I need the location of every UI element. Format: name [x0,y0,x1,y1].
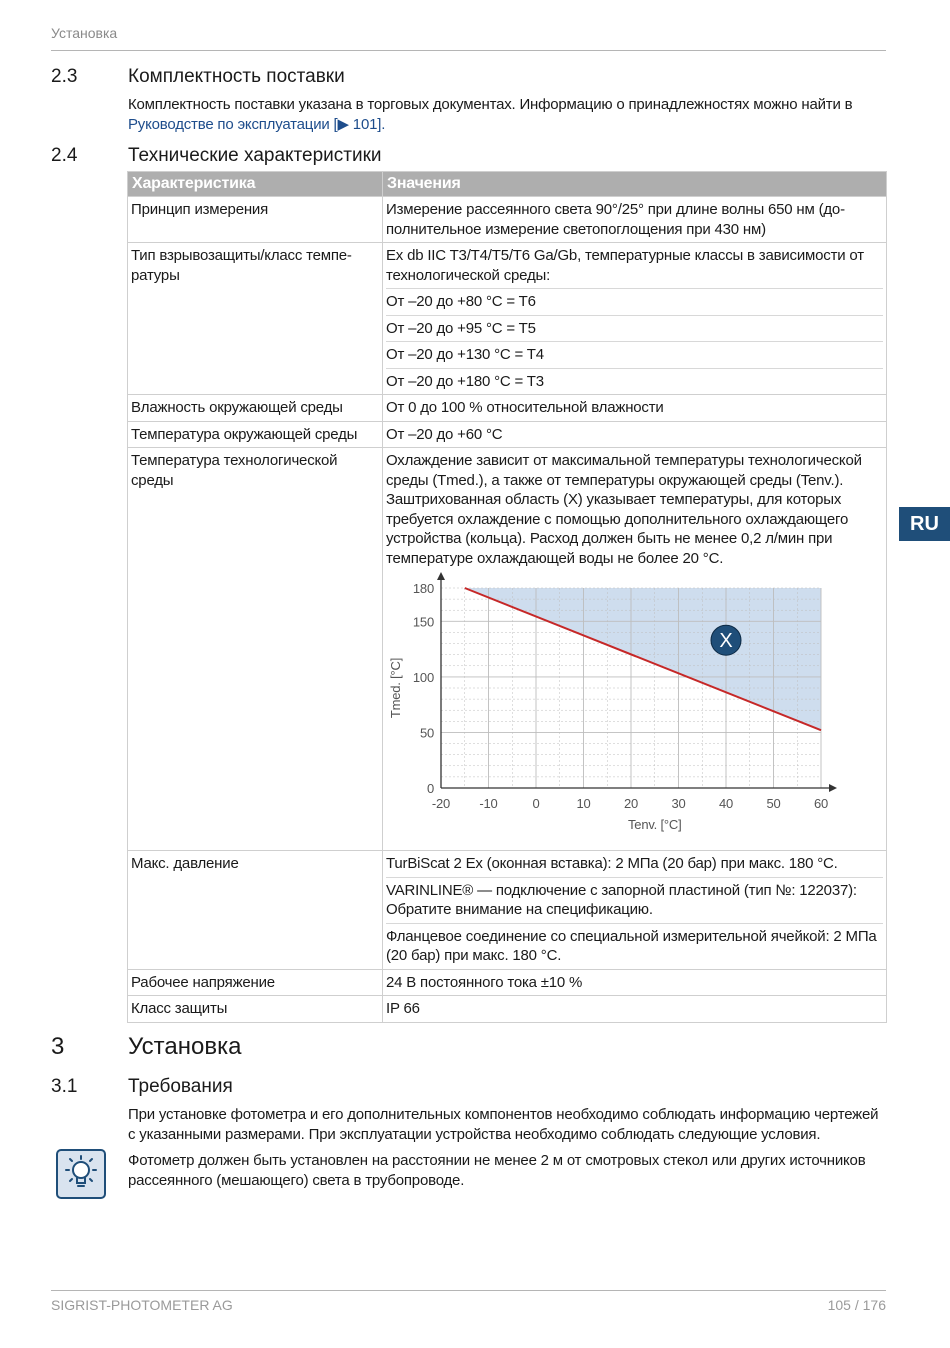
y-tick-label: 50 [419,725,434,741]
row-value-protection: IP 66 [383,996,887,1023]
row-value-voltage: 24 В постоянного тока ±10 % [383,969,887,996]
row-value-principle: Измерение рассеянного света 90°/25° при длине волны 650 нм (дополнительное измерение светопоглощения при 430 нм) [383,197,887,243]
footer-page-number: 105 / 176 [827,1297,886,1313]
header-rule [51,50,886,51]
x-tick-label: 0 [532,796,540,811]
x-tick-label: 50 [766,796,781,811]
chapter-3-number: 3 [51,1033,65,1060]
table-row [128,851,887,970]
x-axis-title: Tenv. [°C] [627,817,682,832]
table-row [128,996,887,1023]
y-tick-label: 100 [412,669,434,685]
delivery-text: Комплектность поставки указана в торговых документах. Информацию о принадлежностях можно найти в [128,96,853,113]
section-3-1-number: 3.1 [51,1076,78,1097]
table-row [128,395,887,422]
y-tick-label: 180 [412,581,434,596]
pressure-flange: Фланцевое соединение со специальной измерительной ячейкой: 2 МПа (20 бар) при макс. 180 °C. [386,923,883,966]
y-axis-arrow [437,572,445,580]
section-2-4-title: Технические характеристики [128,145,382,166]
section-2-3-text [128,95,880,135]
row-value-explosion [383,243,887,395]
x-tick-label: -10 [479,796,498,811]
table-row [128,421,887,448]
row-value-process-temp [383,448,887,851]
cooling-chart-svg [386,572,866,847]
manual-link[interactable]: Руководстве по эксплуатации [128,116,330,133]
section-2-3-title: Комплектность поставки [128,66,345,87]
section-2-4-number: 2.4 [51,145,78,166]
temp-class-t3: От –20 до +180 °C = T3 [386,368,883,392]
temp-class-t5: От –20 до +95 °C = T5 [386,315,883,339]
row-label-ambient-temp: Температура окружающей среды [128,421,383,448]
column-header-values: Значения [383,172,887,197]
pressure-varinline: VARINLINE® — подключение с запорной пластиной (тип №: 122037): Обратите внимание на спецификацию. [386,877,883,920]
row-label-explosion: Тип взрывозащиты/класс температуры [128,243,383,395]
column-header-characteristic: Характеристика [128,172,383,197]
x-tick-label: 60 [813,796,829,811]
pressure-turbiscat: TurBiScat 2 Ex (оконная вставка): 2 МПа (20 бар) при макс. 180 °C. [386,855,838,872]
region-x-label: X [719,630,733,653]
x-tick-label: -20 [431,796,451,811]
section-3-1-title: Требования [128,1076,233,1097]
row-label-protection: Класс защиты [128,996,383,1023]
row-label-voltage: Рабочее напряжение [128,969,383,996]
y-tick-label: 150 [412,614,434,630]
temp-class-t6: От –20 до +80 °C = T6 [386,288,883,312]
row-label-process-temp: Температура технологической среды [128,448,383,851]
y-axis-title: Tmed. [°C] [388,657,403,719]
table-header-row [128,172,887,197]
x-tick-label: 10 [576,796,591,811]
table-row [128,197,887,243]
row-label-principle: Принцип измерения [128,197,383,243]
x-tick-label: 20 [623,796,639,811]
footer-company: SIGRIST-PHOTOMETER AG [51,1297,233,1313]
section-2-3-number: 2.3 [51,66,78,87]
row-value-ambient-temp: От –20 до +60 °C [383,421,887,448]
process-temp-text: Охлаждение зависит от максимальной температуры технологической среды (Tmed.), а также от температуры окружающей среды (Tenv.). Заштрихованная область (X) указывает температуры, для которых требуется охлаждение с помощью дополнительного охлаждающего устройства (кольца). Расход должен быть не менее 0,2 л/мин при температуре охлаждающей воды не более 20 °C. [386,452,862,567]
x-tick-label: 40 [718,796,734,811]
lightbulb-tip-icon [55,1148,107,1200]
spec-table [127,171,887,1023]
table-row [128,969,887,996]
page-reference-link[interactable]: [▶ 101]. [333,116,386,133]
row-label-pressure: Макс. давление [128,851,383,970]
row-value-pressure [383,851,887,970]
y-tick-label: 0 [426,781,434,796]
explosion-type: Ex db IIC T3/T4/T5/T6 Ga/Gb, температурные классы в зависимости от технологической среды: [386,247,864,284]
tip-text: Фотометр должен быть установлен на расстоянии не менее 2 м от смотровых стекол или других источников рассеянного (мешающего) света в трубопроводе. [128,1152,866,1189]
x-tick-label: 30 [671,796,686,811]
temp-class-t4: От –20 до +130 °C = T4 [386,341,883,365]
cooling-chart [386,572,866,847]
footer-rule [51,1290,886,1291]
requirements-text: При установке фотометра и его дополнительных компонентов необходимо соблюдать информацию чертежей с указанными размерами. При эксплуатации устройства необходимо соблюдать следующие условия. [128,1106,879,1143]
running-head: Установка [51,25,118,41]
row-label-humidity: Влажность окружающей среды [128,395,383,422]
table-row [128,243,887,395]
row-value-humidity: От 0 до 100 % относительной влажности [383,395,887,422]
table-row [128,448,887,851]
x-axis-arrow [829,784,837,792]
chapter-3-title: Установка [128,1033,242,1060]
language-tab-ru[interactable]: RU [899,507,950,541]
